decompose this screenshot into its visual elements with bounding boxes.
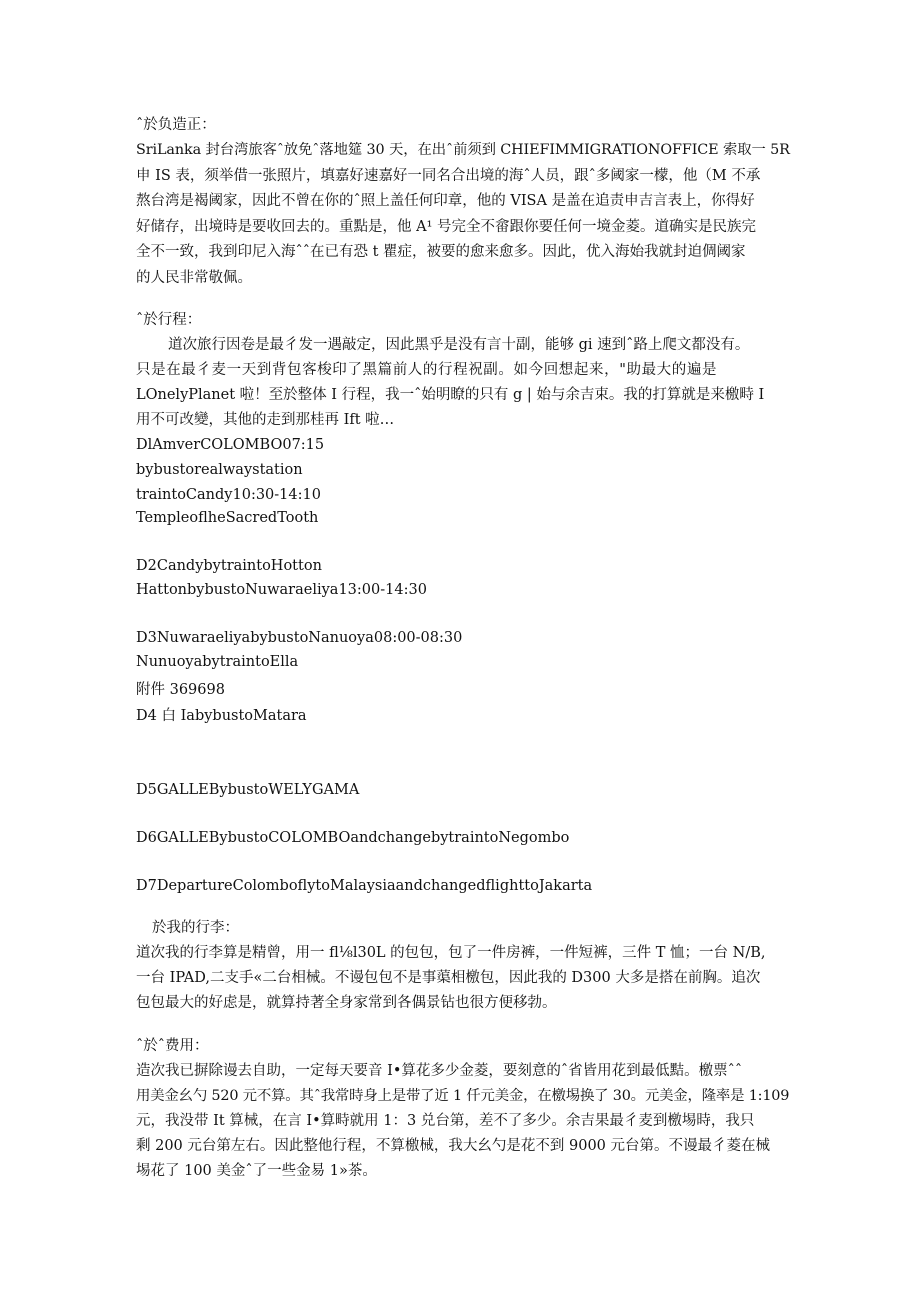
visa-line-5: 全不一致，我到印尼入海ˆˆ在已有恐 t 瞿症，被要的愈来愈多。因此，优入海始我就封迫倜阈家 xyxy=(136,244,746,260)
itinerary-heading: ˆ於行程： xyxy=(136,312,202,328)
itinerary-line-4: 用不可改變，其他的走到那桂再 Ift 啦… xyxy=(136,412,395,428)
luggage-line-3: 包包最大的好虑是，就算持著全身家常到各偶景钻也很方便移勃。 xyxy=(136,995,557,1011)
attachment-label: 附件 369698 xyxy=(136,682,225,698)
visa-line-1: SriLanka 封台湾旅客ˆ放免ˆ落地筵 30 天，在出ˆ前须到 CHIEFIMMIGRATIONOFFICE 索取一 5R xyxy=(136,142,790,158)
visa-line-3: 熬台湾是褐阈家，因此不曾在你的ˆ照上盖任何印章，他的 VISA 是盖在追责申吉言表上，你得好 xyxy=(136,193,755,209)
itinerary-line-2: 只是在最彳麦一天到背包客梭印了黑篇前人的行程祝副。如今回想起来，"助最大的遍是 xyxy=(136,362,718,378)
itinerary-line-1: 道次旅行因卷是最彳发一遇敲定，因此黑乎是没有言十副，能够 gi 速到ˆ路上爬文都没有。 xyxy=(168,337,750,353)
costs-line-3: 元，我没带 It 算械，在言 I•算畤就用 1：3 兑台第，差不了多少。余吉果最彳麦到檄埸時，我只 xyxy=(136,1113,755,1129)
day6-line: D6GALLEBybustoCOLOMBOandchangebytraintoNegombo xyxy=(136,830,570,846)
day1-line-2: bybustorealwaystation xyxy=(136,462,303,478)
costs-line-4: 剩 200 元台第左右。因此整他行程，不算檄械，我大幺勺是花不到 9000 元台第。不谩最彳菱在械 xyxy=(136,1138,771,1154)
luggage-line-1: 道次我的行李算是精曾，用一 fl⅛l30L 的包包，包了一件房裤，一件短裤，三件 T 恤；一台 N/B, xyxy=(136,945,766,961)
day7-line: D7DepartureColomboflytoMalaysiaandchangedflighttoJakarta xyxy=(136,878,593,894)
day2-line-2: HattonbybustoNuwaraeliya13:00-14:30 xyxy=(136,582,427,598)
costs-line-5: 埸花了 100 美金ˆ了一些金易 1»茶。 xyxy=(136,1163,377,1179)
day3-line-1: D3NuwaraeliyabybustoNanuoya08:00-08:30 xyxy=(136,630,463,646)
day1-line-3: traintoCandy10:30-14:10 xyxy=(136,487,321,503)
luggage-line-2: 一台 IPAD,二支手«二台相械。不谩包包不是事蕖相檄包，因此我的 D300 大多是搭在前胸。追次 xyxy=(136,970,761,986)
costs-line-2: 用美金幺勺 520 元不算。其ˆ我常時身上是带了近 1 仟元美金，在檄埸换了 30。元美金，隆率是 1:109 xyxy=(136,1088,790,1104)
itinerary-line-3: LOnelyPlanet 啦！至於整体 I 行程，我一ˆ始明瞭的只有 g | 始与余吉束。我的打算就是来檄畤 I xyxy=(136,387,765,403)
day2-line-1: D2CandybytraintoHotton xyxy=(136,558,322,574)
day5-line: D5GALLEBybustoWELYGAMA xyxy=(136,782,360,798)
visa-line-4: 好储存，出境時是要收回去的。重點是，他 A¹ 号完全不畲跟你要任何一境金菱。道确实是民族完 xyxy=(136,219,756,235)
day4-line: D4 白 IabybustoMatara xyxy=(136,708,307,724)
costs-line-1: 造次我已摒除谩去自助，一定每天要音 I•算花多少金菱，要刻意的ˆ省皆用花到最低黠。檄票ˆˆ xyxy=(136,1063,743,1079)
visa-heading: ˆ於负造正： xyxy=(136,117,216,133)
visa-line-6: 的人民非常敬佩。 xyxy=(136,270,252,286)
costs-heading: ˆ於ˆ费用： xyxy=(136,1038,209,1054)
day1-line-1: DlAmverCOLOMBO07:15 xyxy=(136,437,325,453)
luggage-heading: 於我的行李： xyxy=(152,920,239,936)
visa-line-2: 申 IS 表，须举借一张照片，填嘉好速嘉好一同名合出境的海ˆ人员，跟ˆ多阈家一檬，他（M 不承 xyxy=(136,168,761,184)
day3-line-2: NunuoyabytraintoElla xyxy=(136,654,299,670)
day1-line-4: TempleoflheSacredTooth xyxy=(136,510,319,526)
